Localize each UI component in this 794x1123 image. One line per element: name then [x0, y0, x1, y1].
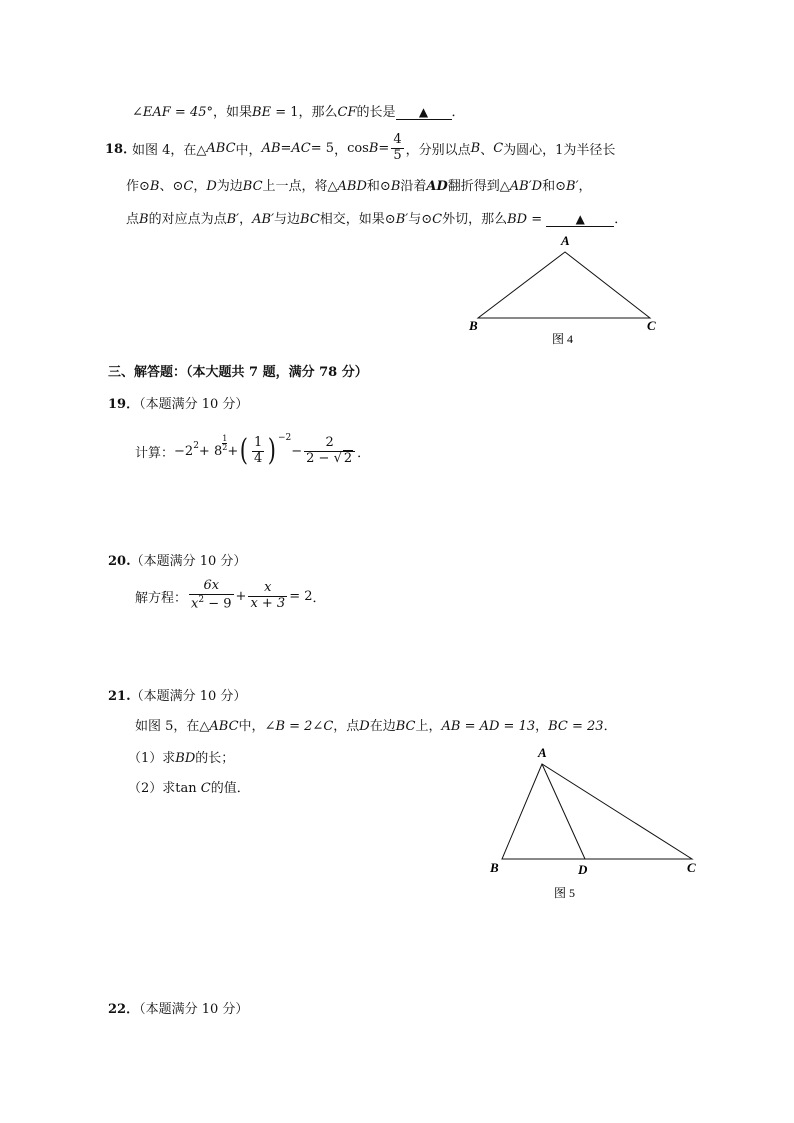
score: （本题满分 10 分） — [130, 554, 247, 569]
label-b: B — [469, 318, 478, 333]
label-a: A — [561, 233, 570, 248]
text: ，如果 — [213, 105, 253, 120]
question-number: 20. — [108, 554, 131, 569]
q22-header — [108, 1003, 248, 1016]
text: 上一点，将△ — [262, 179, 338, 194]
numerator: 2 — [304, 436, 355, 452]
text: − 9 — [204, 596, 232, 612]
var: BD — [507, 212, 528, 227]
right-paren: ) — [267, 433, 277, 468]
text: 为圆心，1为半径长 — [503, 142, 616, 158]
term: −2 — [174, 443, 194, 459]
text: ． — [614, 212, 628, 227]
text: 点 — [126, 212, 140, 227]
var: ABC — [209, 719, 239, 734]
var: BC — [300, 212, 320, 227]
text: 和⊙ — [366, 179, 391, 194]
var: B — [149, 179, 160, 194]
exponent: 2 — [193, 441, 199, 451]
text: 翻折得到△ — [447, 179, 510, 194]
text: ， — [193, 179, 207, 194]
var: B — [368, 140, 379, 156]
question-number: 19． — [108, 397, 140, 412]
var: B′ — [566, 179, 579, 194]
text: ． — [312, 590, 326, 606]
q18-line-2 — [126, 180, 592, 193]
score: （本题满分 10 分） — [130, 689, 247, 704]
text: 的长是 — [356, 105, 396, 120]
label-c: C — [647, 318, 656, 333]
var: ABC — [206, 140, 236, 156]
text: ， — [334, 142, 348, 158]
figure-4 — [460, 232, 680, 350]
denominator: 5 — [393, 147, 402, 163]
text: ． — [357, 445, 371, 461]
var-be: BE — [252, 105, 272, 120]
text: 、 — [480, 142, 494, 158]
q19-expression — [135, 428, 370, 474]
var: AD — [426, 179, 448, 194]
var: ABD — [337, 179, 367, 194]
section-heading — [108, 366, 368, 379]
triangle-abc — [478, 252, 650, 318]
text: = 1 — [271, 105, 299, 120]
section-title: 三、解答题： — [108, 365, 187, 380]
text: 在边 — [369, 719, 396, 734]
text: cos — [347, 140, 369, 156]
figure-5 — [480, 742, 710, 902]
fraction-1 — [189, 579, 234, 612]
q18-line-1 — [132, 130, 615, 166]
question-number: 22． — [108, 1002, 140, 1017]
question-number: 21. — [108, 689, 131, 704]
var: B — [139, 212, 149, 227]
text: 的值． — [210, 781, 250, 796]
text: = — [280, 140, 292, 156]
fraction-quarter — [252, 436, 264, 467]
text: 2 − — [306, 450, 334, 466]
fraction-sqrt — [304, 436, 355, 467]
text: ，分别以点 — [405, 142, 471, 158]
q21-part-2 — [128, 782, 250, 795]
label: 解方程： — [135, 590, 188, 606]
text: = — [527, 212, 547, 227]
var: B′ — [226, 212, 240, 227]
var: B — [470, 140, 481, 156]
q21-header — [108, 690, 246, 703]
text: ， — [535, 719, 549, 734]
text: ． — [603, 719, 617, 734]
denominator: x + 3 — [250, 595, 286, 611]
text: 沿着 — [400, 179, 427, 194]
answer-blank[interactable]: ▲ — [546, 212, 614, 227]
text: 上， — [415, 719, 442, 734]
answer-blank[interactable]: ▲ — [396, 105, 452, 120]
fraction-2 — [248, 581, 287, 612]
term: + 8 — [198, 443, 223, 459]
var: BD — [175, 751, 196, 766]
q20-header — [108, 555, 246, 568]
text: （1）求 — [128, 751, 176, 766]
text: 如图 5，在△ — [135, 719, 210, 734]
denominator: 2 — [222, 442, 228, 452]
q19-header — [108, 398, 248, 411]
numerator: 1 — [253, 434, 263, 450]
q21-statement — [135, 720, 617, 733]
q20-equation — [135, 576, 326, 616]
q17-continuation-line — [132, 105, 465, 120]
text: 相交，如果⊙ — [319, 212, 396, 227]
label-a: A — [538, 745, 547, 760]
label-d: D — [578, 862, 588, 877]
text: tan — [175, 781, 197, 796]
var: BC = 23 — [548, 719, 604, 734]
radicand: 2 — [343, 450, 353, 466]
var: B′ — [395, 212, 409, 227]
denominator: 4 — [253, 450, 263, 466]
text: = — [378, 140, 390, 156]
var: ∠B = 2∠C — [264, 719, 334, 734]
q18-line-3 — [126, 212, 627, 227]
fraction-cos — [391, 133, 403, 164]
text: 中， — [238, 719, 265, 734]
text: = 5 — [310, 140, 335, 156]
numerator: x — [248, 581, 287, 597]
text: ， — [578, 179, 592, 194]
triangle-abc — [502, 764, 692, 859]
section-detail: （本大题共 7 题，满分 78 分） — [186, 365, 368, 380]
text: 与边 — [274, 212, 301, 227]
text: 中， — [235, 142, 262, 158]
exponent: −2 — [277, 433, 292, 443]
numerator: 1 — [222, 433, 228, 443]
text: 、⊙ — [159, 179, 184, 194]
text: ． — [451, 105, 465, 120]
var: AB′ — [252, 212, 275, 227]
var: BC — [242, 179, 263, 194]
q18-number: 18． — [105, 142, 137, 157]
var: C — [432, 212, 443, 227]
var: C — [183, 179, 194, 194]
var: AC — [291, 140, 311, 156]
var: B — [390, 179, 401, 194]
operator: + — [235, 588, 247, 604]
score: （本题满分 10 分） — [139, 397, 249, 412]
text: 的长； — [195, 751, 235, 766]
numerator: 6x — [189, 579, 234, 595]
figure-caption: 图 5 — [554, 886, 576, 900]
text: ， — [239, 212, 253, 227]
left-paren: ( — [239, 433, 249, 468]
var: AB — [261, 140, 281, 156]
label-b: B — [490, 860, 499, 875]
operator: − — [291, 443, 303, 459]
text: 作⊙ — [126, 179, 150, 194]
text: 如图 4，在△ — [132, 142, 207, 158]
q21-part-1 — [128, 752, 234, 765]
numerator: 4 — [393, 131, 402, 147]
exponent: 2 — [198, 595, 205, 606]
var: D — [206, 179, 217, 194]
text: = 2 — [289, 588, 313, 604]
text: ，那么 — [298, 105, 338, 120]
segment-ad — [542, 764, 585, 859]
denominator — [189, 595, 234, 612]
text: （2）求 — [128, 781, 176, 796]
text: 的对应点为点 — [148, 212, 227, 227]
var-cf: CF — [337, 105, 357, 120]
var: C — [200, 781, 211, 796]
var: AB = AD = 13 — [441, 719, 536, 734]
label: 计算： — [135, 445, 175, 461]
var: x — [191, 596, 199, 612]
angle-eaf: ∠EAF = 45° — [132, 105, 213, 120]
var: BC — [395, 719, 416, 734]
denominator: 2 − √ 2 — [306, 450, 353, 466]
var: D — [359, 719, 370, 734]
text: ，点 — [333, 719, 360, 734]
operator: + — [227, 443, 239, 459]
var: AB′D — [509, 179, 543, 194]
figure-caption: 图 4 — [552, 332, 574, 346]
var: C — [493, 140, 504, 156]
label-c: C — [687, 860, 696, 875]
text: 与⊙ — [408, 212, 433, 227]
score: （本题满分 10 分） — [139, 1002, 249, 1017]
text: 和⊙ — [542, 179, 567, 194]
text: 外切，那么 — [442, 212, 508, 227]
text: 为边 — [216, 179, 243, 194]
